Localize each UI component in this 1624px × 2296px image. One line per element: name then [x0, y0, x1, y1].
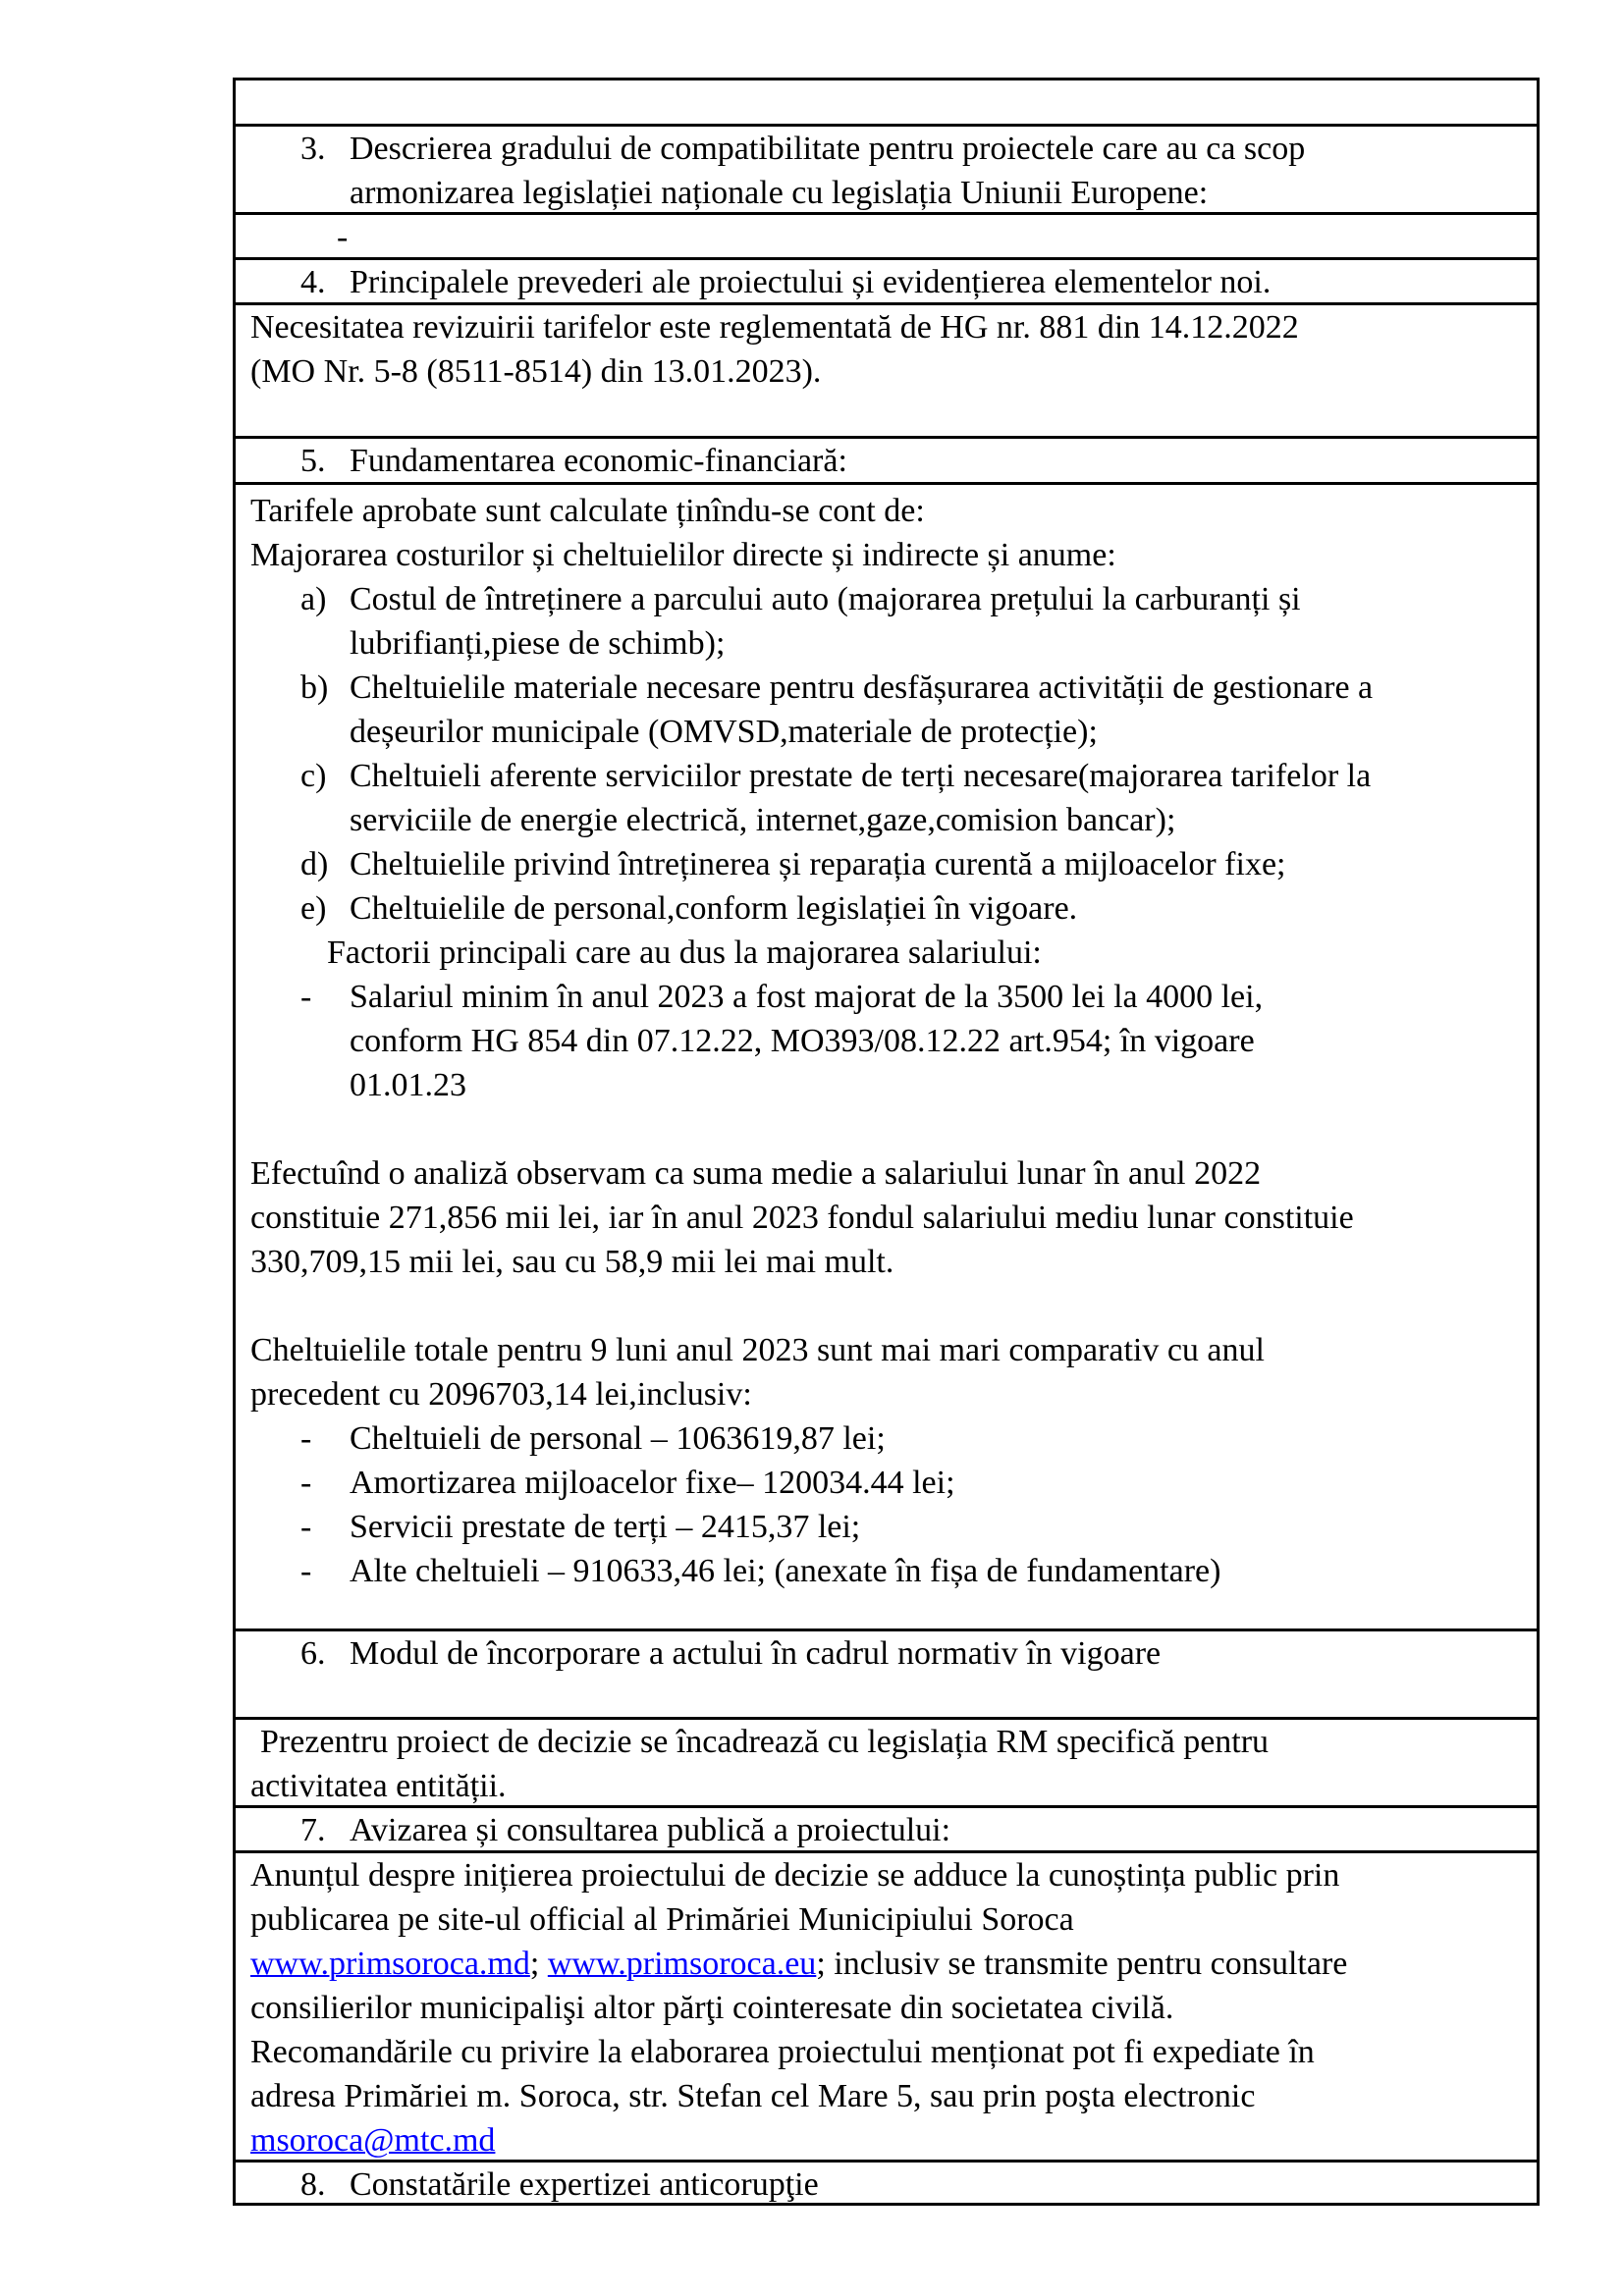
analysis-line: Efectuînd o analiză observam ca suma medie a salariului lunar în anul 2022: [250, 1155, 1262, 1192]
blank-line: [236, 1284, 1537, 1328]
expense-item: [236, 1461, 1537, 1505]
paragraph-line: consilierilor municipalişi altor părţi cointeresate din societatea civilă.: [250, 1990, 1174, 2026]
expense-item: [236, 1549, 1537, 1593]
list-text: Costul de întreținere a parcului auto (majorarea prețului la carburanți și: [350, 581, 1301, 617]
factor-item: [236, 975, 1537, 1019]
section-number: 4.: [300, 264, 326, 300]
section-title: Descrierea gradului de compatibilitate pentru proiectele care au ca scop: [350, 131, 1306, 167]
justification-table: [233, 78, 1540, 2206]
section-7-header: [236, 1805, 1537, 1850]
section-number: 6.: [300, 1635, 326, 1672]
list-text-cont: deșeurilor municipale (OMVSD,materiale de protecție);: [350, 714, 1098, 750]
paragraph-line: Recomandările cu privire la elaborarea proiectului menționat pot fi expediate în: [250, 2034, 1315, 2070]
section-number: 7.: [300, 1812, 326, 1848]
section-4-header: [236, 257, 1537, 302]
expense-item: [236, 1416, 1537, 1461]
section-6-header: [236, 1629, 1537, 1717]
section-number: 5.: [300, 443, 326, 479]
email-link[interactable]: msoroca@mtc.md: [250, 2122, 496, 2159]
expense-text: Amortizarea mijloacelor fixe– 120034.44 lei;: [350, 1465, 955, 1501]
section-8-header: [236, 2160, 1537, 2203]
list-text: Cheltuielile de personal,conform legislației în vigoare.: [350, 890, 1078, 927]
paragraph-line: activitatea entității.: [250, 1768, 507, 1804]
list-marker: b): [300, 669, 329, 706]
expense-item: [236, 1505, 1537, 1549]
dash-marker: -: [300, 1420, 312, 1457]
section-6-body: [236, 1717, 1537, 1805]
section-number: 3.: [300, 131, 326, 167]
section-title: Principalele prevederi ale proiectului și evidențierea elementelor noi.: [350, 264, 1272, 300]
blank-line: [236, 1107, 1537, 1151]
paragraph-line: Majorarea costurilor și cheltuielilor directe și indirecte și anume:: [250, 537, 1116, 573]
section-7-body: [236, 1850, 1537, 2160]
paragraph-line: (MO Nr. 5-8 (8511-8514) din 13.01.2023).: [250, 353, 822, 390]
list-item: [236, 577, 1537, 621]
section-title: Constatările expertizei anticorupţie: [350, 2166, 819, 2203]
section-title: Avizarea și consultarea publică a proiectului:: [350, 1812, 951, 1848]
paragraph-line: Anunțul despre inițierea proiectului de decizie se adduce la cunoștința public prin: [250, 1857, 1340, 1894]
section-title: Modul de încorporare a actului în cadrul normativ în vigoare: [350, 1635, 1162, 1672]
expense-text: Servicii prestate de terți – 2415,37 lei;: [350, 1509, 861, 1545]
expense-text: Alte cheltuieli – 910633,46 lei; (anexate în fișa de fundamentare): [350, 1553, 1221, 1589]
paragraph-line: Prezentru proiect de decizie se încadrează cu legislația RM specifică pentru: [260, 1724, 1270, 1760]
list-item: [236, 666, 1537, 710]
list-text-cont: serviciile de energie electrică, internet,gaze,comision bancar);: [350, 802, 1176, 838]
list-item: [236, 886, 1537, 931]
list-text: Cheltuielile privind întreținerea și reparația curentă a mijloacelor fixe;: [350, 846, 1286, 882]
totals-line: precedent cu 2096703,14 lei,inclusiv:: [250, 1376, 752, 1413]
separator: ;: [529, 1946, 548, 1982]
list-text-cont: lubrifianți,piese de schimb);: [350, 625, 726, 662]
dash-marker: -: [300, 1465, 312, 1501]
section-5-header: [236, 436, 1537, 482]
section-4-body: [236, 302, 1537, 436]
dash-marker: -: [300, 1509, 312, 1545]
list-item: [236, 754, 1537, 798]
website-link-eu[interactable]: www.primsoroca.eu: [547, 1946, 817, 1982]
analysis-line: 330,709,15 mii lei, sau cu 58,9 mii lei mai mult.: [250, 1244, 894, 1280]
section-3-header: [236, 124, 1537, 212]
paragraph-text: ; inclusiv se transmite pentru consultare: [816, 1946, 1348, 1982]
dash-marker: -: [300, 1553, 312, 1589]
website-link-md[interactable]: www.primsoroca.md: [250, 1946, 530, 1982]
section-title: Fundamentarea economic-financiară:: [350, 443, 847, 479]
section-3-value: [236, 212, 1537, 257]
factor-text: Salariul minim în anul 2023 a fost majorat de la 3500 lei la 4000 lei,: [350, 979, 1264, 1015]
list-item: [236, 842, 1537, 886]
paragraph-line: Necesitatea revizuirii tarifelor este reglementată de HG nr. 881 din 14.12.2022: [250, 309, 1299, 346]
section-number: 8.: [300, 2166, 326, 2203]
dash-marker: -: [300, 979, 312, 1015]
factor-text-cont: conform HG 854 din 07.12.22, MO393/08.12.22 art.954; în vigoare: [350, 1023, 1255, 1059]
paragraph-line: [236, 1942, 1537, 1986]
list-marker: c): [300, 758, 327, 794]
value-text: -: [337, 219, 349, 255]
paragraph-line: publicarea pe site-ul official al Primăriei Municipiului Soroca: [250, 1901, 1074, 1938]
list-marker: d): [300, 846, 329, 882]
expense-text: Cheltuieli de personal – 1063619,87 lei;: [350, 1420, 886, 1457]
paragraph-line: adresa Primăriei m. Soroca, str. Stefan cel Mare 5, sau prin poşta electronic: [250, 2078, 1256, 2114]
list-marker: e): [300, 890, 327, 927]
factors-title: Factorii principali care au dus la majorarea salariului:: [327, 934, 1042, 971]
list-text: Cheltuieli aferente serviciilor prestate de terți necesare(majorarea tarifelor la: [350, 758, 1372, 794]
totals-line: Cheltuielile totale pentru 9 luni anul 2023 sunt mai mari comparativ cu anul: [250, 1332, 1265, 1368]
section-title-cont: armonizarea legislației naționale cu legislația Uniunii Europene:: [350, 175, 1209, 211]
paragraph-line: Tarifele aprobate sunt calculate ținîndu-se cont de:: [250, 493, 925, 529]
list-text: Cheltuielile materiale necesare pentru desfășurarea activității de gestionare a: [350, 669, 1374, 706]
section-5-body: [236, 482, 1537, 1629]
empty-row: [236, 80, 1537, 124]
list-marker: a): [300, 581, 327, 617]
factor-text-cont: 01.01.23: [350, 1067, 466, 1103]
analysis-line: constituie 271,856 mii lei, iar în anul 2023 fondul salariului mediu lunar constituie: [250, 1200, 1354, 1236]
